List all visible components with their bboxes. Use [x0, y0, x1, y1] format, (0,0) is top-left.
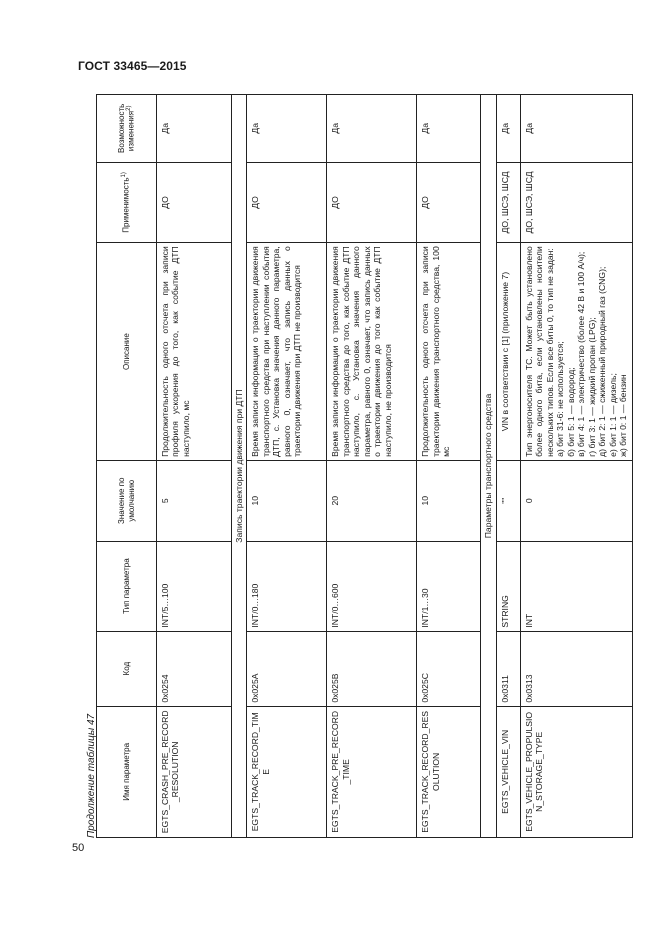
section-crash-track: Запись траектории движения при ДТП [232, 95, 247, 838]
param-default: 20 [327, 460, 417, 541]
param-applic: ДО, ШСЭ, ШСД [520, 162, 632, 243]
col-default-header: Значение по умолчанию [97, 460, 157, 541]
section-vehicle-params: Параметры транспортного средства [481, 95, 496, 838]
desc-line: е) бит 1: 1 — дизель; [607, 373, 618, 457]
param-code: 0x0254 [157, 631, 232, 706]
param-desc: Продолжительность одного отсчета при записи профиля ускорения до того, как событие ДТП наступило, мс [157, 243, 232, 461]
param-name: EGTS_TRACK_RECORD_RESOLUTION [417, 706, 481, 837]
param-type: INT [520, 541, 632, 631]
param-change: Да [520, 95, 632, 163]
param-code: 0x025B [327, 631, 417, 706]
param-name: EGTS_VEHICLE_VIN [496, 706, 520, 837]
param-desc: VIN в соответствии с [1] (приложение 7) [496, 243, 520, 461]
param-desc [520, 243, 632, 461]
page-number: 50 [72, 842, 85, 854]
col-applic-header: Применимость$^{1)}$ [97, 162, 157, 243]
param-type: STRING [496, 541, 520, 631]
param-desc: Время записи информации о траектории движения транспортного средства до того, как событие ДТП наступило, с. Установка значения данного параметра, равного 0, означает, что запись данных о траектории движения до того как событие ДТП наступило, не производится [327, 243, 417, 461]
param-default: 0 [520, 460, 632, 541]
desc-line: Тип энергоносителя ТС. Может быть установлено более одного бита, если установлены носители нескольких типов. Если все биты 0, то тип не задан: [523, 246, 555, 457]
param-code: 0x025A [247, 631, 327, 706]
desc-line: в) бит 4: 1 — электричество (более 42 В и 100 А/ч); [576, 251, 587, 457]
param-name: EGTS_VEHICLE_PROPULSION_STORAGE_TYPE [520, 706, 632, 837]
col-name-header: Имя параметра [97, 706, 157, 837]
param-applic: ДО [417, 162, 481, 243]
document-header: ГОСТ 33465—2015 [78, 59, 187, 73]
param-type: INT/0…180 [247, 541, 327, 631]
table-row [417, 95, 481, 838]
param-type: INT/5…100 [157, 541, 232, 631]
header-row [97, 95, 157, 838]
table-row [247, 95, 327, 838]
param-code: 0x0311 [496, 631, 520, 706]
section-row [232, 95, 247, 838]
param-applic: ДО [247, 162, 327, 243]
rotated-table-container [96, 94, 629, 838]
param-name: EGTS_TRACK_PRE_RECORD_TIME [327, 706, 417, 837]
param-name: EGTS_TRACK_RECORD_TIME [247, 706, 327, 837]
param-code: 0x025C [417, 631, 481, 706]
param-applic: ДО, ШСЭ, ШСД [496, 162, 520, 243]
param-type: INT/0…600 [327, 541, 417, 631]
table-row [520, 95, 632, 838]
param-desc: Время записи информации о траектории движения транспортного средства при наступлении события ДТП, с. Установка значения данного параметра, равного 0, означает, что запись данных о траектории движения при ДТП не производится [247, 243, 327, 461]
table-row [327, 95, 417, 838]
col-change-header: Возможность изменения$^{2)}$ [97, 95, 157, 163]
table-row [157, 95, 232, 838]
param-change: Да [327, 95, 417, 163]
table-row [496, 95, 520, 838]
desc-line: а) бит 31-6: не используется; [555, 341, 566, 457]
col-type-header: Тип параметра [97, 541, 157, 631]
param-default: "" [496, 460, 520, 541]
param-type: INT/1…30 [417, 541, 481, 631]
param-change: Да [157, 95, 232, 163]
desc-line: д) бит 2: 1 — сжиженный природный газ (CNG); [597, 266, 608, 457]
param-name: EGTS_CRASH_PRE_RECORD_RESOLUTION [157, 706, 232, 837]
desc-line: г) бит 3: 1 — жидкий пропан (LPG); [586, 317, 597, 457]
param-code: 0x0313 [520, 631, 632, 706]
param-applic: ДО [157, 162, 232, 243]
col-desc-header: Описание [97, 243, 157, 461]
param-change: Да [496, 95, 520, 163]
param-change: Да [247, 95, 327, 163]
param-desc: Продолжительность одного отсчета при записи траектории движения транспортного средства, 100 мс [417, 243, 481, 461]
section-row [481, 95, 496, 838]
parameters-table [96, 94, 633, 838]
param-default: 5 [157, 460, 232, 541]
table-caption: Продолжение таблицы 47 [86, 713, 97, 838]
param-change: Да [417, 95, 481, 163]
col-code-header: Код [97, 631, 157, 706]
param-default: 10 [417, 460, 481, 541]
desc-line: б) бит 5: 1 — водород; [565, 367, 576, 457]
param-default: 10 [247, 460, 327, 541]
desc-line: ж) бит 0: 1 — бензин [618, 374, 629, 457]
param-applic: ДО [327, 162, 417, 243]
